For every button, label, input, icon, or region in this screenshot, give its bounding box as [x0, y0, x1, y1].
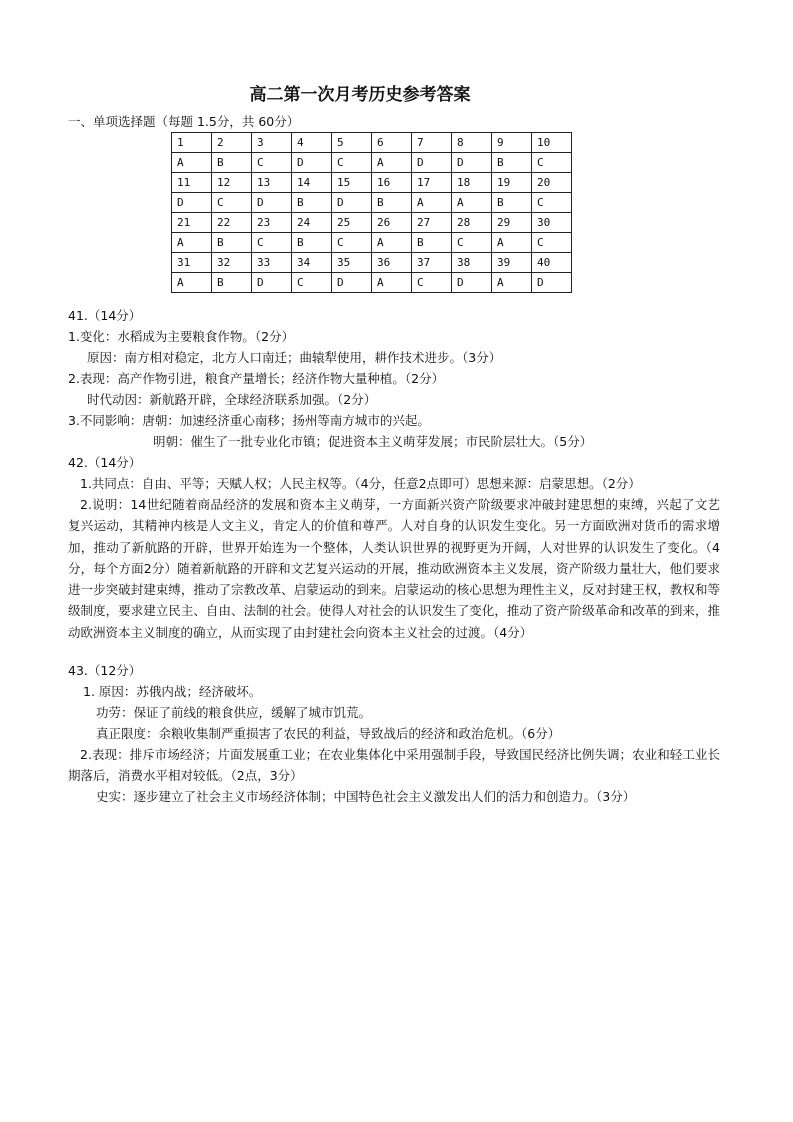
q41-heading: 41.（14分）	[68, 308, 142, 323]
question-number-cell: 32	[212, 253, 252, 273]
q43-heading: 43.（12分）	[68, 663, 142, 678]
answer-cell: C	[532, 233, 572, 253]
q41-line-4: 时代动因：新航路开辟，全球经济联系加强。（2分）	[87, 392, 377, 407]
question-number-cell: 27	[412, 213, 452, 233]
answer-cell: A	[492, 273, 532, 293]
answer-cell: A	[372, 273, 412, 293]
question-number-cell: 29	[492, 213, 532, 233]
answer-cell: D	[452, 153, 492, 173]
answer-cell: D	[292, 153, 332, 173]
answer-cell: C	[332, 153, 372, 173]
question-number-cell: 1	[172, 133, 212, 153]
answer-row	[172, 233, 572, 253]
question-number-cell: 38	[452, 253, 492, 273]
question-number-cell: 33	[252, 253, 292, 273]
answer-cell: B	[212, 153, 252, 173]
question-number-cell: 17	[412, 173, 452, 193]
question-number-cell: 11	[172, 173, 212, 193]
answer-cell: B	[292, 193, 332, 213]
question-number-row	[172, 173, 572, 193]
answer-cell: D	[252, 193, 292, 213]
question-number-cell: 16	[372, 173, 412, 193]
question-number-cell: 39	[492, 253, 532, 273]
answer-row	[172, 273, 572, 293]
answer-cell: B	[372, 193, 412, 213]
question-number-cell: 15	[332, 173, 372, 193]
question-number-cell: 12	[212, 173, 252, 193]
question-number-cell: 24	[292, 213, 332, 233]
answer-cell: D	[172, 193, 212, 213]
question-number-cell: 19	[492, 173, 532, 193]
answer-cell: A	[172, 273, 212, 293]
question-number-cell: 28	[452, 213, 492, 233]
question-number-row	[172, 213, 572, 233]
answer-cell: C	[332, 233, 372, 253]
question-number-cell: 31	[172, 253, 212, 273]
question-number-cell: 36	[372, 253, 412, 273]
answer-cell: C	[212, 193, 252, 213]
answer-cell: C	[452, 233, 492, 253]
answer-cell: B	[492, 153, 532, 173]
question-number-cell: 13	[252, 173, 292, 193]
answer-cell: A	[372, 233, 412, 253]
answer-cell: B	[292, 233, 332, 253]
q42-paragraph-2: 2.说明：14世纪随着商品经济的发展和资本主义萌芽，一方面新兴资产阶级要求冲破封建思想的束缚，兴起了文艺复兴运动，其精神内核是人文主义，肯定人的价值和尊严。人对自身的认识发生变化。另一方面欧洲对货币的需求增加，推动了新航路的开辟，世界开始连为一个整体，人类认识世界的视野更为开阔，人对世界的认识发生了变化。（4分，每个方面2分）随着新航路的开辟和文艺复兴运动的开展，推动欧洲资本主义发展，资产阶级力量壮大，他们要求进一步突破封建束缚，推动了宗教改革、启蒙运动的到来。启蒙运动的核心思想为理性主义，反对封建王权，教权和等级制度，要求建立民主、自由、法制的社会。使得人对社会的认识发生了变化，推动了资产阶级革命和改革的到来，推动欧洲资本主义制度的确立，从而实现了由封建社会向资本主义社会的过渡。（4分）	[68, 497, 720, 640]
question-number-cell: 22	[212, 213, 252, 233]
answer-table	[171, 132, 572, 293]
question-number-cell: 20	[532, 173, 572, 193]
answer-cell: D	[452, 273, 492, 293]
answer-cell: D	[332, 273, 372, 293]
section1-heading: 一、单项选择题（每题 1.5分，共 60分）	[68, 114, 300, 129]
answer-cell: D	[532, 273, 572, 293]
page-title: 高二第一次月考历史参考答案	[249, 85, 471, 105]
question-number-row	[172, 253, 572, 273]
q43-line-5: 史实：逐步建立了社会主义市场经济体制；中国特色社会主义激发出人们的活力和创造力。（3分）	[96, 789, 636, 804]
question-number-cell: 4	[292, 133, 332, 153]
question-number-cell: 25	[332, 213, 372, 233]
q41-line-2: 原因：南方相对稳定，北方人口南迁；曲辕犁使用，耕作技术进步。（3分）	[87, 350, 502, 365]
question-number-cell: 21	[172, 213, 212, 233]
answer-cell: C	[532, 193, 572, 213]
answer-cell: C	[252, 153, 292, 173]
answer-row	[172, 193, 572, 213]
answer-cell: C	[412, 273, 452, 293]
answer-cell: A	[452, 193, 492, 213]
q41-line-1: 1.变化：水稻成为主要粮食作物。（2分）	[68, 329, 295, 344]
question-number-cell: 6	[372, 133, 412, 153]
question-number-cell: 7	[412, 133, 452, 153]
answer-cell: A	[172, 153, 212, 173]
question-number-cell: 8	[452, 133, 492, 153]
question-number-cell: 2	[212, 133, 252, 153]
q41-line-6: 明朝：催生了一批专业化市镇；促进资本主义萌芽发展；市民阶层壮大。（5分）	[153, 434, 593, 449]
answer-cell: A	[372, 153, 412, 173]
answer-cell: D	[252, 273, 292, 293]
answer-cell: C	[252, 233, 292, 253]
question-number-cell: 37	[412, 253, 452, 273]
question-number-cell: 3	[252, 133, 292, 153]
answer-row	[172, 153, 572, 173]
q43-line-1: 1. 原因：苏俄内战；经济破坏。	[83, 684, 262, 699]
answer-cell: C	[532, 153, 572, 173]
q41-line-3: 2.表现：高产作物引进，粮食产量增长；经济作物大量种植。（2分）	[68, 371, 445, 386]
question-number-cell: 5	[332, 133, 372, 153]
answer-cell: A	[492, 233, 532, 253]
answer-cell: D	[332, 193, 372, 213]
answer-cell: B	[412, 233, 452, 253]
answer-cell: A	[172, 233, 212, 253]
answer-cell: D	[412, 153, 452, 173]
q43-paragraph-4: 2.表现：排斥市场经济；片面发展重工业；在农业集体化中采用强制手段，导致国民经济比例失调；农业和轻工业长期落后，消费水平相对较低。（2点，3分）	[68, 747, 720, 784]
question-number-cell: 35	[332, 253, 372, 273]
answer-cell: C	[292, 273, 332, 293]
q43-line-2: 功劳：保证了前线的粮食供应，缓解了城市饥荒。	[96, 705, 372, 720]
answer-table-body	[172, 133, 572, 293]
question-number-cell: 30	[532, 213, 572, 233]
question-number-cell: 18	[452, 173, 492, 193]
question-number-cell: 10	[532, 133, 572, 153]
answer-cell: B	[492, 193, 532, 213]
question-number-cell: 23	[252, 213, 292, 233]
q41-line-5: 3.不同影响：唐朝：加速经济重心南移；扬州等南方城市的兴起。	[68, 413, 430, 428]
question-number-cell: 9	[492, 133, 532, 153]
answer-cell: B	[212, 233, 252, 253]
q42-line-1: 1.共同点：自由、平等；天赋人权；人民主权等。（4分，任意2点即可）思想来源：启蒙思想。（2分）	[80, 476, 641, 491]
question-number-cell: 40	[532, 253, 572, 273]
question-number-row	[172, 133, 572, 153]
answer-cell: B	[212, 273, 252, 293]
q43-line-3: 真正限度：余粮收集制严重损害了农民的利益，导致战后的经济和政治危机。（6分）	[96, 726, 561, 741]
q42-heading: 42.（14分）	[68, 455, 142, 470]
question-number-cell: 34	[292, 253, 332, 273]
answer-cell: A	[412, 193, 452, 213]
question-number-cell: 26	[372, 213, 412, 233]
question-number-cell: 14	[292, 173, 332, 193]
